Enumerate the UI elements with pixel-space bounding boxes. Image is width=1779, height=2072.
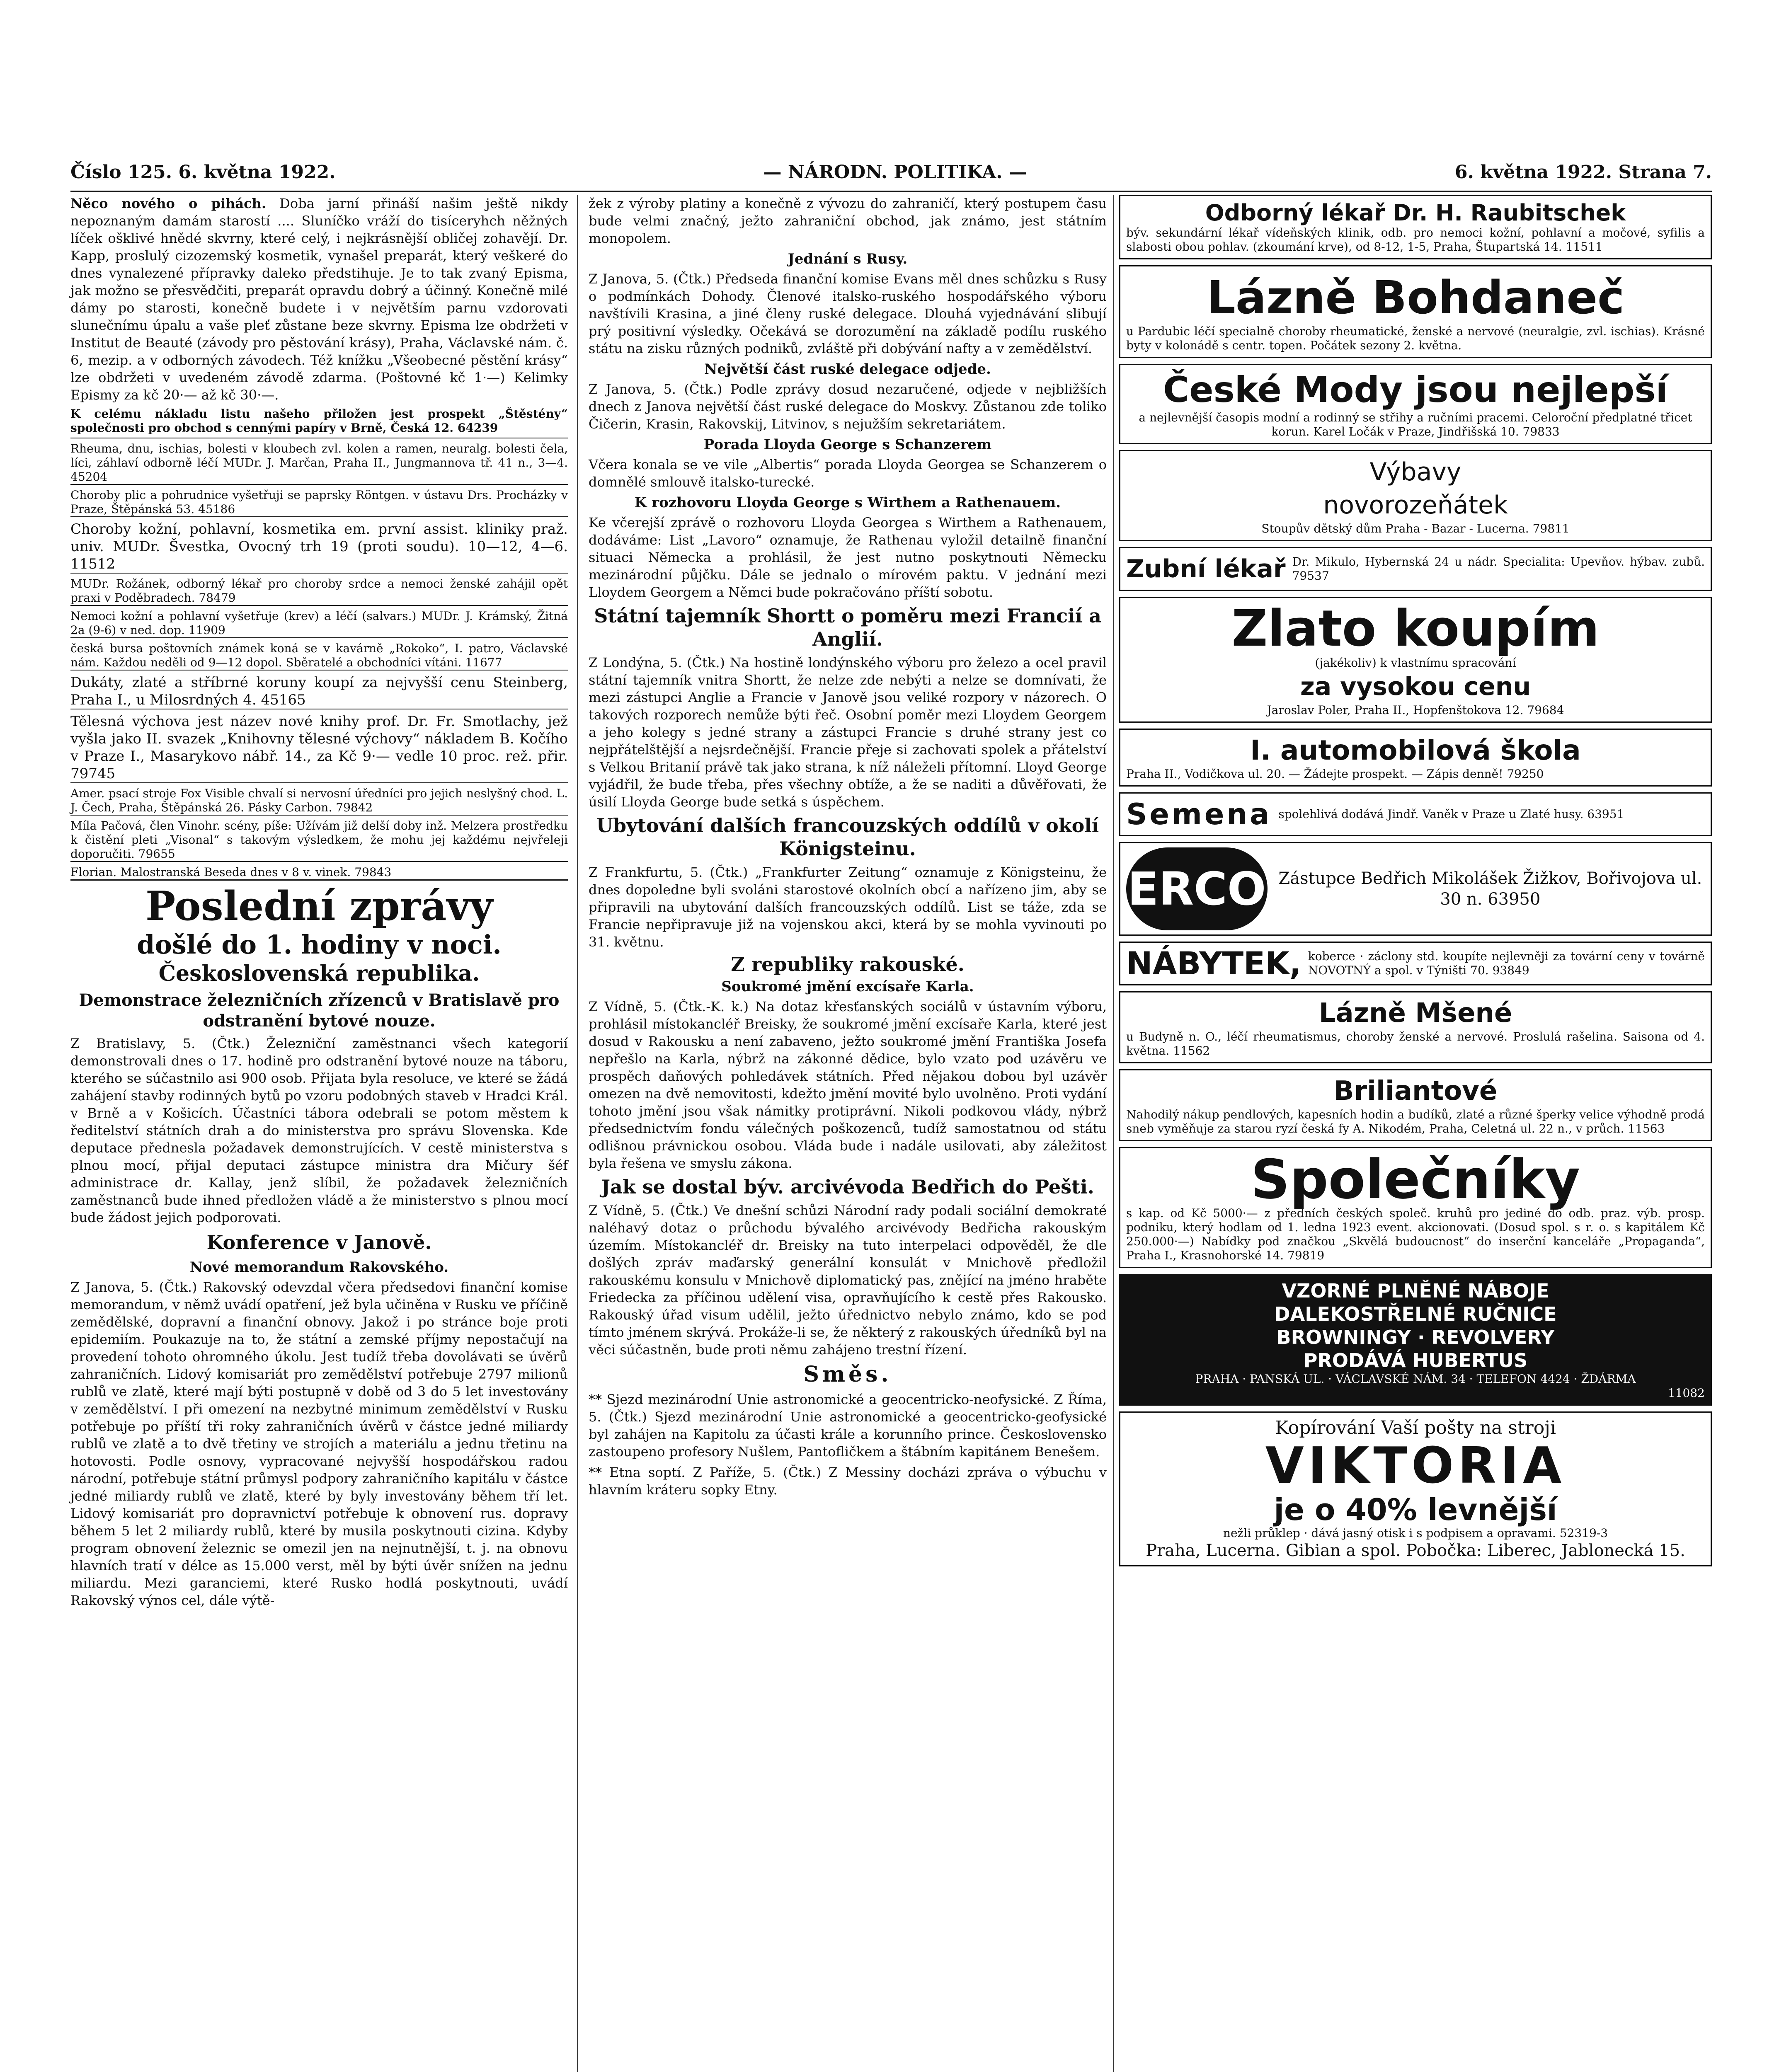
article-headline: Státní tajemník Shortt o poměru mezi Francií a Anglií. xyxy=(594,605,1101,650)
supplement-notice: K celému nákladu listu našeho přiložen jest prospekt „Štěstény“ společnosti pro obchod s cennými papíry v Brně, Česká 12. 64239 xyxy=(70,407,568,438)
latest-news-subtitle: došlé do 1. hodiny v noci. xyxy=(137,929,502,960)
article-text: Z Vídně, 5. (Čtk.) Ve dnešní schůzi Národní rady podali sociální demokraté naléhavý dotaz o průchodu bývalého arcivévody Bedřicha rakouským územím. Místokancléř dr. Breisky na tuto interpelaci odpověděl, že dle došlých zpráv maďarský generální konsulát v Mnichově předložil rakouskému konsulu v Mnichově diplomatický pas, znějící na jméno hraběte Friedecka za příčinou udělení visa, opravňujícího k cestě přes Rakousko. Rakouský úřad visum udělil, ježto úřednictvo nebylo známo, kdo se pod tímto jménem skrývá. Prokáže-li se, že některý z rakouských úředníků byl na věci súčastněn, bude proti němu zahájeno trestní řízení. xyxy=(589,1203,1107,1358)
ad-bohdanec xyxy=(1119,265,1712,358)
ad-line: PRODÁVÁ HUBERTUS xyxy=(1303,1349,1528,1372)
ad-text: Zástupce Bedřich Mikolášek Žižkov, Bořivojova ul. 30 n. 63950 xyxy=(1278,869,1702,909)
ad-text: (jakékoliv) k vlastnímu spracování xyxy=(1315,656,1516,670)
ad-title: Briliantové xyxy=(1333,1076,1498,1106)
page-date: 6. května 1922. Strana 7. xyxy=(1454,161,1712,183)
article-text: Z Vídně, 5. (Čtk.-K. k.) Na dotaz křesťanských sociálů v ústavním výboru, prohlásil místokancléř Breisky, že soukromé jmění excísaře Karla, které jest dosud v Rakousku a není zabaveno, ježto soukromé jmění Františka Josefa nepřešlo na Karla, nýbrž na zákonné dědice, bylo vzato pod uzávěru ve prospěch daňových pohledávek státních. Před nějakou dobou byl uzávěr omezen na dvě nemovitosti, kdežto jmění movité bylo uvolněno. Proti vydání tohoto jmění jsou však námitky protiprávní. Nikoli podkovou vlády, nýbrž předsednictvím fondu válečných poškozenců, tudíž samostatnou od státu odlišnou právnickou osobou. Vláda bude i nadále usilovati, aby záležitost byla řešena ve smyslu zákona. xyxy=(589,999,1107,1171)
ad-title: Odborný lékař Dr. H. Raubitschek xyxy=(1205,200,1626,226)
ad-text: u Pardubic léčí specialně choroby rheumatické, ženské a nervové (neuralgie, zvl. ischias). Krásné byty v kolonádě s centr. topen. Počátek sezony 2. května. xyxy=(1126,324,1705,352)
article-headline: Z republiky rakouské. xyxy=(731,953,965,975)
article-text: žek z výroby platiny a konečně z vývozu do zahraničí, který postupem času bude velmi značný, ježto zahraniční obchod, jak známo, jest státním monopolem. xyxy=(589,196,1107,246)
ad-autoskola xyxy=(1119,729,1712,787)
ad-hubertus xyxy=(1119,1274,1712,1406)
article-text: Ke včerejší zprávě o rozhovoru Lloyda Georgea s Wirthem a Rathenauem, dodáváme: List „Lavoro“ oznamuje, že Rathenau vyložil detailně finanční situaci Německa a prohlásil, že jest nutno poskytnouti Německu mezinárodní půjčku. Dále se jednalo o mírovém paktu. V jednání mezi Lloydem Georgem a Němci bude pokračováno příští sobotu. xyxy=(589,515,1107,600)
ad-vybavy xyxy=(1119,450,1712,541)
ad-briliant xyxy=(1119,1069,1712,1141)
ad-subtitle: novorozeňátek xyxy=(1323,491,1508,520)
classified-ad: Míla Pačová, člen Vinohr. scény, píše: Užívám již delší doby inž. Melzera prostředku k čistění pleti „Visonal“ s takovým výsledkem, že mohu jej každému nejvřeleji doporučiti. 79655 xyxy=(70,819,568,862)
ad-text: u Budyně n. O., léčí rheumatismus, choroby ženské a nervové. Proslulá rašelina. Saisona od 4. května. 11562 xyxy=(1126,1030,1705,1058)
ad-nabytek xyxy=(1119,942,1712,985)
column-middle xyxy=(589,195,1107,1502)
classified-ad: Florian. Malostranská Beseda dnes v 8 v. vinek. 79843 xyxy=(70,865,568,881)
ad-semena xyxy=(1119,792,1712,836)
article-text: Z Bratislavy, 5. (Čtk.) Železniční zaměstnanci všech kategorií demonstrovali dnes o 17. hodině pro odstranění bytové nouze na táboru, kterého se súčastnilo asi 900 osob. Přijata byla resoluce, ve které se žádá zahájení stavby rodinných bytů po vzoru podobných staveb v Hradci Král. v Brně a v Košicích. Účastníci tábora odebrali se potom městem k ředitelství státních drah a do ministerstva pro správu Slovenska. Kde deputace přednesla požadavek demonstrujících. V cestě ministerstva s plnou mocí, přijal deputaci zástupce ministra dra Mičury šéf administrace dr. Kallay, jenž slíbil, že požadavek železničních zaměstnanců bude ihned předložen vládě a že ministerstvo s plnou mocí bude žádost jejich podporovati. xyxy=(70,1036,568,1225)
header-rule xyxy=(70,191,1712,192)
ad-title: České Mody jsou nejlepší xyxy=(1163,369,1668,411)
article-headline: Jednání s Rusy. xyxy=(788,251,908,267)
masthead: — NÁRODN. POLITIKA. — xyxy=(763,161,1027,183)
ad-text: PRAHA · PANSKÁ UL. · VÁCLAVSKÉ NÁM. 34 · TELEFON 4424 · ŽDÁRMA xyxy=(1195,1372,1636,1386)
article-headline: Porada Lloyda George s Schanzerem xyxy=(703,436,992,453)
column-divider xyxy=(577,195,578,2072)
ad-title: Kopírování Vaší pošty na stroji xyxy=(1275,1417,1556,1438)
ad-title: Semena xyxy=(1126,797,1272,831)
article-headline: Ubytování dalších francouzských oddílů v okolí Königsteinu. xyxy=(596,814,1099,860)
ad-viktoria xyxy=(1119,1411,1712,1566)
ad-text: s kap. od Kč 5000·— z předních českých společ. kruhů pro jediné do odb. praz. výb. prosp. podniku, který hodlam od 1. ledna 1923 event. akcionovati. (Dosud spol. s r. o. s kapitálem Kč 250.000·—) Nabídky pod značkou „Skvělá budoucnost“ do inserční kanceláře „Propaganda“, Praha I., Krasnohorské 14. 79819 xyxy=(1126,1206,1705,1262)
article-text: ** Sjezd mezinárodní Unie astronomické a geocentricko-neofysické. Z Říma, 5. (Čtk.) Sjezd mezinárodní Unie astronomické a geocentricko-geofysické byl zahájen na Kapitolu za účasti krále a korunního prince. Československo zastoupeno profesory Nušlem, Pantofličkem a štábním kapitánem Benešem. xyxy=(589,1392,1107,1460)
article-lead: Něco nového o pihách. xyxy=(70,196,267,211)
ad-text: Jaroslav Poler, Praha II., Hopfenštokova 12. 79684 xyxy=(1267,703,1564,717)
article-subheadline: Soukromé jmění excísaře Karla. xyxy=(721,978,974,995)
erco-logo: ERCO xyxy=(1126,847,1268,930)
column-left xyxy=(70,195,568,1612)
classified-ad: Nemoci kožní a pohlavní vyšetřuje (krev) a léčí (salvars.) MUDr. J. Krámský, Žitná 2a (9-6) v ned. dop. 11909 xyxy=(70,609,568,638)
ad-line: DALEKOSTŘELNÉ RUČNICE xyxy=(1274,1303,1557,1325)
classifieds-list xyxy=(70,442,568,881)
ad-text: Stoupův dětský dům Praha - Bazar - Lucerna. 79811 xyxy=(1261,522,1570,535)
article-headline: Největší část ruské delegace odjede. xyxy=(704,361,991,378)
ad-text: býv. sekundární lékař vídeňských klinik, odb. pro nemoci kožní, pohlavní a močové, syfilis a slabosti obou pohlav. (zkoumání krve), od 8-12, 1-5, Praha, Štupartská 14. 11511 xyxy=(1126,226,1705,254)
ad-line: BROWNINGY · REVOLVERY xyxy=(1276,1326,1555,1348)
article-text: Z Frankfurtu, 5. (Čtk.) „Frankfurter Zeitung“ oznamuje z Königsteinu, že dnes dopoledne byli svoláni starostové okolních obcí a nařízeno jim, aby se připravili na ubytování dalších francouzských oddílů. List se táže, zda se Francie nepřipravuje již na vojenskou akci, která by se mohla vyvinouti po 31. květnu. xyxy=(589,864,1107,950)
ad-msene xyxy=(1119,991,1712,1063)
page-header xyxy=(70,157,1712,186)
column-divider xyxy=(1113,195,1114,2072)
issue-number: Číslo 125. 6. května 1922. xyxy=(70,161,336,183)
ad-erco xyxy=(1119,842,1712,936)
ad-title: Výbavy xyxy=(1369,457,1461,487)
classified-ad: Amer. psací stroje Fox Visible chvalí si nervosní úředníci pro jejich neslyšný chod. L. J. Čech, Praha, Štěpánská 26. Pásky Carbon. 79842 xyxy=(70,787,568,816)
article-text: Z Janova, 5. (Čtk.) Podle zprávy dosud nezaručené, odjede v nejbližších dnech z Janova největší část ruské delegace do Moskvy. Zůstanou zde toliko Čičerin, Krasin, Rakovskij, Litvinov, s nejužším sekretariátem. xyxy=(589,381,1107,432)
ad-number: 11082 xyxy=(1668,1386,1705,1400)
ad-text: Nahodilý nákup pendlových, kapesních hodin a budíků, zlaté a různé šperky velice výhodně prodá sneb vyměňuje za starou ryzí česká fy A. Nikodém, Praha, Celetná ul. 22 n., v průch. 11563 xyxy=(1126,1108,1705,1135)
section-title: Konference v Janově. xyxy=(206,1231,432,1254)
classified-ad: česká bursa poštovních známek koná se v kavárně „Rokoko“, I. patro, Václavské nám. Každou neděli od 9—12 dopol. Sběratelé a obchodníci vítáni. 11677 xyxy=(70,641,568,670)
classified-ad: Dukáty, zlaté a stříbrné koruny koupí za nejvyšší cenu Steinberg, Praha I., u Milosrdných 4. 45165 xyxy=(70,674,568,709)
section-title: Směs. xyxy=(803,1362,892,1387)
article-headline: Jak se dostal býv. arcivévoda Bedřich do Pešti. xyxy=(601,1176,1094,1198)
ad-title: Lázně Bohdaneč xyxy=(1206,271,1625,324)
latest-news-title: Poslední zprávy xyxy=(145,883,493,929)
classified-ad: Rheuma, dnu, ischias, bolesti v kloubech zvl. kolen a ramen, neuralg. bolesti čela, líci, záhlaví odborně léčí MUDr. J. Marčan, Praha II., Jungmannova tř. 41 n., 3—4. 45204 xyxy=(70,442,568,485)
newspaper-page xyxy=(70,66,1712,2072)
ad-title: NÁBYTEK, xyxy=(1126,945,1302,982)
article-headline: Demonstrace železničních zřízenců v Bratislavě pro odstranění bytové nouze. xyxy=(79,990,560,1031)
section-title: Československá republika. xyxy=(158,961,480,986)
ad-raubitschek xyxy=(1119,195,1712,259)
ad-text: Praha, Lucerna. Gibian a spol. Pobočka: Liberec, Jablonecká 15. xyxy=(1146,1541,1685,1560)
ad-title: Zlato koupím xyxy=(1231,600,1600,658)
ad-subtitle: za vysokou cenu xyxy=(1300,672,1531,701)
ad-title: I. automobilová škola xyxy=(1250,734,1581,766)
article-text: Doba jarní přináší našim ještě nikdy nepoznaným damám starostí .... Sluníčko vráží do tisíceryhch něžných líček ošklivé hnědé skvrny, které celý, i nejkrásnější obličej zohavějí. Dr. Kapp, proslulý cizozemský kosmetik, vynašel preparát, který veškeré do dnes vynalezené přípravky daleko předstihuje. Je to tak zvaný Episma, jak možno se přesvědčiti, preparát opravdu dobrý a účinný. Konečně milé dámy po starosti, konečně budete i v největším parnu vzdorovati slunečnímu úpalu a vaše pleť zůstane beze skvrny. Episma lze obdržeti v Institut de Beauté (závody pro pěstování krásy), Praha, Václavské nám. č. 6, mezip. a v odborných závodech. Též knížku „Všeobecné pěstění krásy“ lze obdržeti v uvedeném závodě zdarma. (Poštovné kč 1·—) Kelimky Epismy za kč 20·— až kč 30·—. xyxy=(70,196,568,403)
column-ads xyxy=(1119,195,1712,1572)
ad-text: koberce · záclony std. koupíte nejlevněji za tovární ceny v továrně NOVOTNÝ a spol. v Týništi 70. 93849 xyxy=(1308,949,1705,977)
ad-title: Zubní lékař xyxy=(1126,554,1286,583)
article-headline: K rozhovoru Lloyda George s Wirthem a Rathenauem. xyxy=(634,494,1061,511)
classified-ad: Tělesná výchova jest název nové knihy prof. Dr. Fr. Smotlachy, jež vyšla jako II. svazek „Knihovny tělesné výchovy“ nákladem B. Kočího v Praze I., Masarykovo nábř. 14., za Kč 9·— vedle 10 proc. rež. přir. 79745 xyxy=(70,713,568,783)
ad-text: a nejlevnější časopis modní a rodinný se střihy a ručními pracemi. Celoroční předplatné třicet korun. Karel Ločák v Praze, Jindřišská 10. 79833 xyxy=(1139,411,1692,438)
ad-title: Společníky xyxy=(1251,1148,1580,1211)
article-text: Včera konala se ve vile „Albertis“ porada Lloyda Georgea se Schanzerem o domnělé smlouvě italsko-turecké. xyxy=(589,457,1107,490)
ad-text: Dr. Mikulo, Hybernská 24 u nádr. Specialita: Upevňov. hýbav. zubů. 79537 xyxy=(1292,555,1705,583)
ad-zubni-lekar xyxy=(1119,547,1712,591)
article-text: Z Janova, 5. (Čtk.) Předseda finanční komise Evans měl dnes schůzku s Rusy o podmínkách Dohody. Členové italsko-ruského hospodářského výboru navštívili Krasina, a jiné členy ruské delegace. Dlouhá vyjednávání slibují prý positivní výsledky. Očekává se dorozumění na základě podílu ruského státu na zisku různých podniků, zvláště při dobývání nafty a v zemědělství. xyxy=(589,271,1107,356)
article-text: Z Janova, 5. (Čtk.) Rakovský odevzdal včera předsedovi finanční komise memorandum, v němž uvádí opatření, jež byla učiněna v Rusku ve příčině zemědělské, dopravní a finanční obnovy. Jakož i po stránce boje proti epidemiím. Poukazuje na to, že státní a zemské příjmy nepostačují na provedení tohoto ohromného úkolu. Jest tudíž třeba dovolávati se úvěrů zahraničních. Lidový komisariát pro zemědělství potřebuje 2797 milionů rublů ve zlatě, které mají býti postupně v době od 3 do 5 let investovány v zemědělství. I při omezení na nezbytné minimum zemědělství v Rusku potřebuje po příští tři roky zahraničních úvěrů v částce jedné miliardy rublů ve zlatě a to dvě třetiny ve strojích a materiálu a jednu třetinu na hotovosti. Podle osnovy, vypracované nejvyšší hospodářskou radou národní, potřebuje státní průmysl podpory zahraničního kapitálu v částce jedné miliardy rublů ve zlatě, které by byly investovány během tří let. Lidový komisariát pro dopravnictví potřebuje k obnovení rus. dopravy během 5 let 2 miliardy rublů, které by musila poskytnouti cizina. Kdyby program obnovení železnic se omezil jen na nejnutnější, t. j. na obnovu hlavních tratí v délce as 15.000 verst, měl by býti úvěr snížen na jednu miliardu. Mezi garanciemi, které Rusko hodlá poskytnouti, uvádí Rakovský výnos cel, dále výtě- xyxy=(70,1279,568,1608)
ad-ceske-mody xyxy=(1119,364,1712,444)
article-subheadline: Nové memorandum Rakovského. xyxy=(189,1259,449,1276)
ad-text: nežli průklep · dává jasný otisk i s podpisem a opravami. 52319-3 xyxy=(1223,1526,1608,1540)
classified-ad: MUDr. Rožánek, odborný lékař pro choroby srdce a nemoci ženské zahájil opět praxi v Poděbradech. 78479 xyxy=(70,577,568,606)
ad-title: Lázně Mšené xyxy=(1318,998,1512,1029)
ad-text: Praha II., Vodičkova ul. 20. — Žádejte prospekt. — Zápis denně! 79250 xyxy=(1126,767,1544,781)
article-text: Z Londýna, 5. (Čtk.) Na hostině londýnského výboru pro železo a ocel pravil státní tajemník vnitra Shortt, že nelze zde nebýti a nelze se domnívati, že mezi zástupci Anglie a Francie v Janově jsou veliké rozpory v názorech. O takových rozporech nemůže býti řeč. Osobní poměr mezi Lloydem Georgem a jeho kolegy s jedné strany a zástupci Francie s druhé strany jest co nejpřátelštější a nejsrdečnější. Francie přeje si zachovati spolek a přátelství s Velkou Britanií právě tak jako strana, k níž náleželi přítomní. Lloyd George vyjádřil, že bude třeba, přes všechny obtíže, a že se naditi a důvěřovati, že úsilí Lloyda George bude setká s úspěchem. xyxy=(589,655,1107,810)
classified-ad: Choroby kožní, pohlavní, kosmetika em. první assist. kliniky praž. univ. MUDr. Švestka, Ovocný trh 19 (proti soudu). 10—12, 4—6. 11512 xyxy=(70,520,568,574)
article-text: ** Etna soptí. Z Paříže, 5. (Čtk.) Z Messiny docházi zpráva o výbuchu v hlavním kráteru sopky Etny. xyxy=(589,1464,1107,1498)
ad-brand: VIKTORIA xyxy=(1265,1437,1566,1495)
piha-article xyxy=(70,195,568,404)
ad-subtitle: je o 40% levnější xyxy=(1274,1492,1557,1527)
ad-zlato xyxy=(1119,597,1712,723)
ad-text: spolehlivá dodává Jindř. Vaněk v Praze u Zlaté husy. 63951 xyxy=(1278,807,1624,821)
ad-title: VZORNÉ PLNĚNÉ NÁBOJE xyxy=(1282,1280,1549,1302)
classified-ad: Choroby plic a pohrudnice vyšetřuji se paprsky Röntgen. v ústavu Drs. Procházky v Praze, Štěpánská 53. 45186 xyxy=(70,488,568,517)
ad-spolecnik xyxy=(1119,1147,1712,1268)
